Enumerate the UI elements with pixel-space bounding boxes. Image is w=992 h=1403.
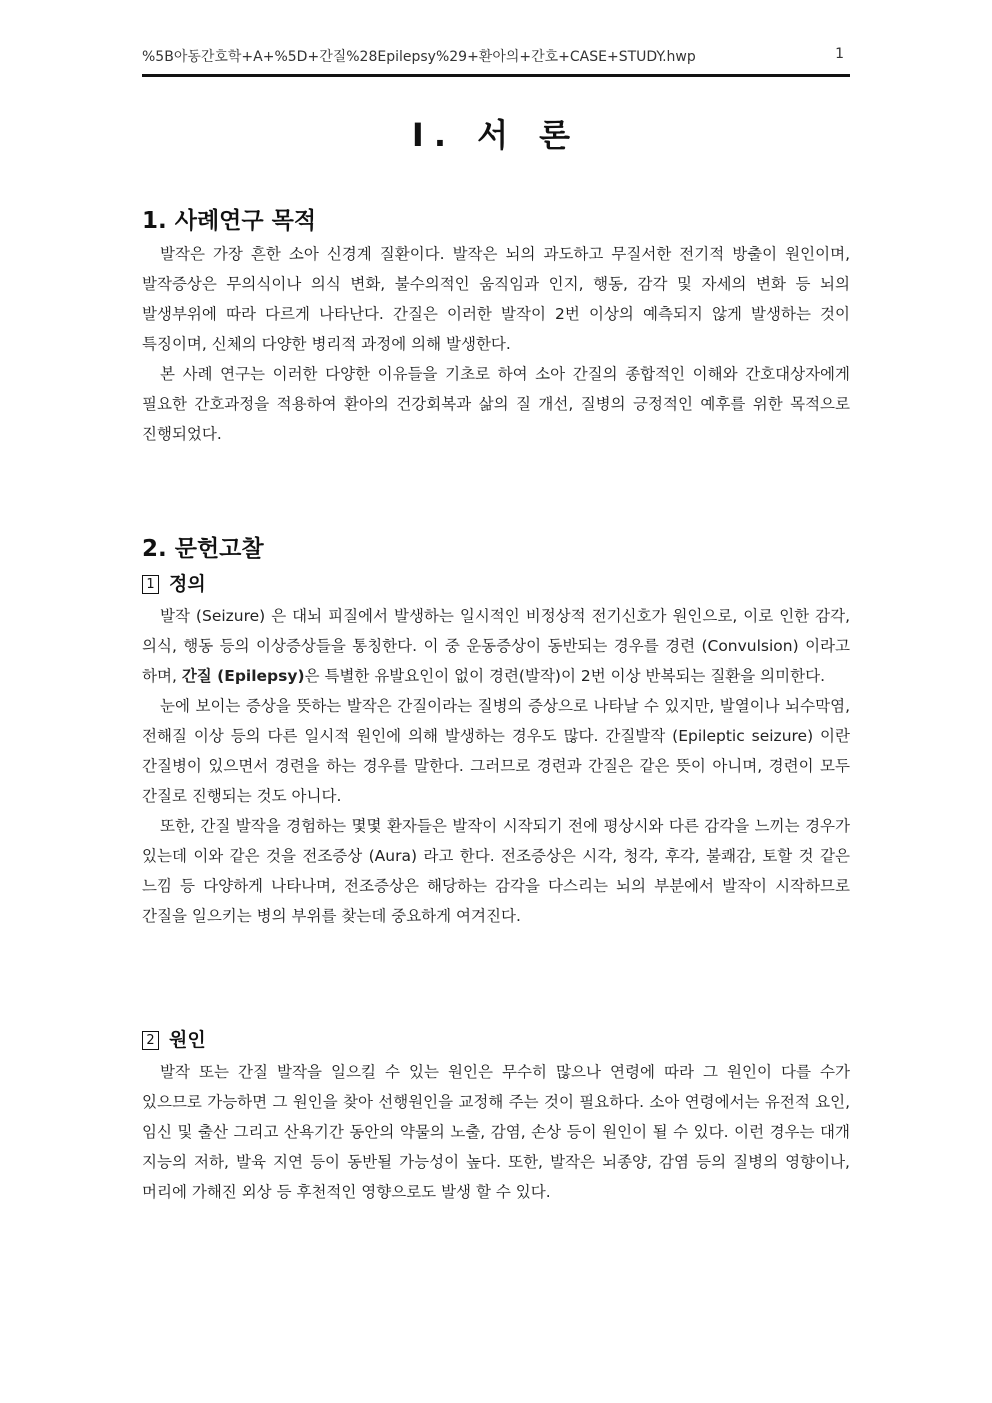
paragraph: 또한, 간질 발작을 경험하는 몇몇 환자들은 발작이 시작되기 전에 평상시와 다른 감각을 느끼는 경우가 있는데 이와 같은 것을 전조증상 (Aura) 라고 한다. 전조증상은 시각, 청각, 후각, 불쾌감, 토할 것 같은 느낌 등 다양하게 나타나며, 전조증상은 해당하는 감각을 다스리는 뇌의 부분에서 발작이 시작하므로 간질을 일으키는 병의 부위를 찾는데 중요하게 여겨진다. (142, 817, 850, 925)
number-box: 1 (142, 575, 159, 594)
section-literature (142, 531, 850, 1207)
paragraph: 발작 또는 간질 발작을 일으킬 수 있는 원인은 무수히 많으나 연령에 따라 그 원인이 다를 수가 있으므로 가능하면 그 원인을 찾아 선행원인을 교정해 주는 것이 필요하다. 소아 연령에서는 유전적 요인, 임신 및 출산 그리고 산욕기간 동안의 약물의 노출, 감염, 손상 등이 원인이 될 수 있다. 이런 경우는 대개 지능의 저하, 발육 지연 등이 동반될 가능성이 높다. 또한, 발작은 뇌종양, 감염 등의 질병의 영향이나, 머리에 가해진 외상 등 후천적인 영향으로도 발생 할 수 있다. (142, 1063, 850, 1201)
chapter-title: I. 서 론 (411, 116, 581, 154)
subsection-cause (142, 1023, 850, 1207)
document-filename: %5B아동간호학+A+%5D+간질%28Epilepsy%29+환아의+간호+CASE+STUDY.hwp (142, 49, 696, 65)
term-epilepsy: 간질 (Epilepsy) (181, 667, 305, 685)
subsection-label: 정의 (169, 573, 206, 595)
number-box: 2 (142, 1031, 159, 1050)
section-heading-literature: 2. 문헌고찰 (142, 536, 264, 562)
section-heading-purpose: 1. 사례연구 목적 (142, 208, 317, 234)
page-header (142, 44, 850, 77)
subsection-heading-cause (142, 1023, 850, 1057)
section-purpose (142, 203, 850, 449)
document-body (142, 203, 850, 1207)
subsection-definition (142, 567, 850, 931)
paragraph: 발작 (Seizure) 은 대뇌 피질에서 발생하는 일시적인 비정상적 전기신호가 원인으로, 이로 인한 감각, 의식, 행동 등의 이상증상들을 통칭한다. 이 중 운동증상이 동반되는 경우를 경련 (Convulsion) 이라고 하며, 간질 (Epilepsy)은 특별한 유발요인이 없이 경련(발작)이 2번 이상 반복되는 질환을 의미한다. (142, 607, 850, 685)
paragraph: 눈에 보이는 증상을 뜻하는 발작은 간질이라는 질병의 증상으로 나타날 수 있지만, 발열이나 뇌수막염, 전해질 이상 등의 다른 일시적 원인에 의해 발생하는 경우도 많다. 간질발작 (Epileptic seizure) 이란 간질병이 있으면서 경련을 하는 경우를 말한다. 그러므로 경련과 간질은 같은 뜻이 아니며, 경련이 모두 간질로 진행되는 것도 아니다. (142, 697, 850, 805)
page-number: 1 (835, 46, 844, 62)
paragraph: 본 사례 연구는 이러한 다양한 이유들을 기초로 하여 소아 간질의 종합적인 이해와 간호대상자에게 필요한 간호과정을 적용하여 환아의 건강회복과 삶의 질 개선, 질병의 긍정적인 예후를 위한 목적으로 진행되었다. (142, 365, 850, 443)
subsection-label: 원인 (169, 1029, 206, 1051)
subsection-heading-definition (142, 567, 850, 601)
paragraph: 발작은 가장 흔한 소아 신경계 질환이다. 발작은 뇌의 과도하고 무질서한 전기적 방출이 원인이며, 발작증상은 무의식이나 의식 변화, 불수의적인 움직임과 인지, 행동, 감각 및 자세의 변화 등 뇌의 발생부위에 따라 다르게 나타난다. 간질은 이러한 발작이 2번 이상의 예측되지 않게 발생하는 것이 특징이며, 신체의 다양한 병리적 과정에 의해 발생한다. (142, 245, 850, 353)
